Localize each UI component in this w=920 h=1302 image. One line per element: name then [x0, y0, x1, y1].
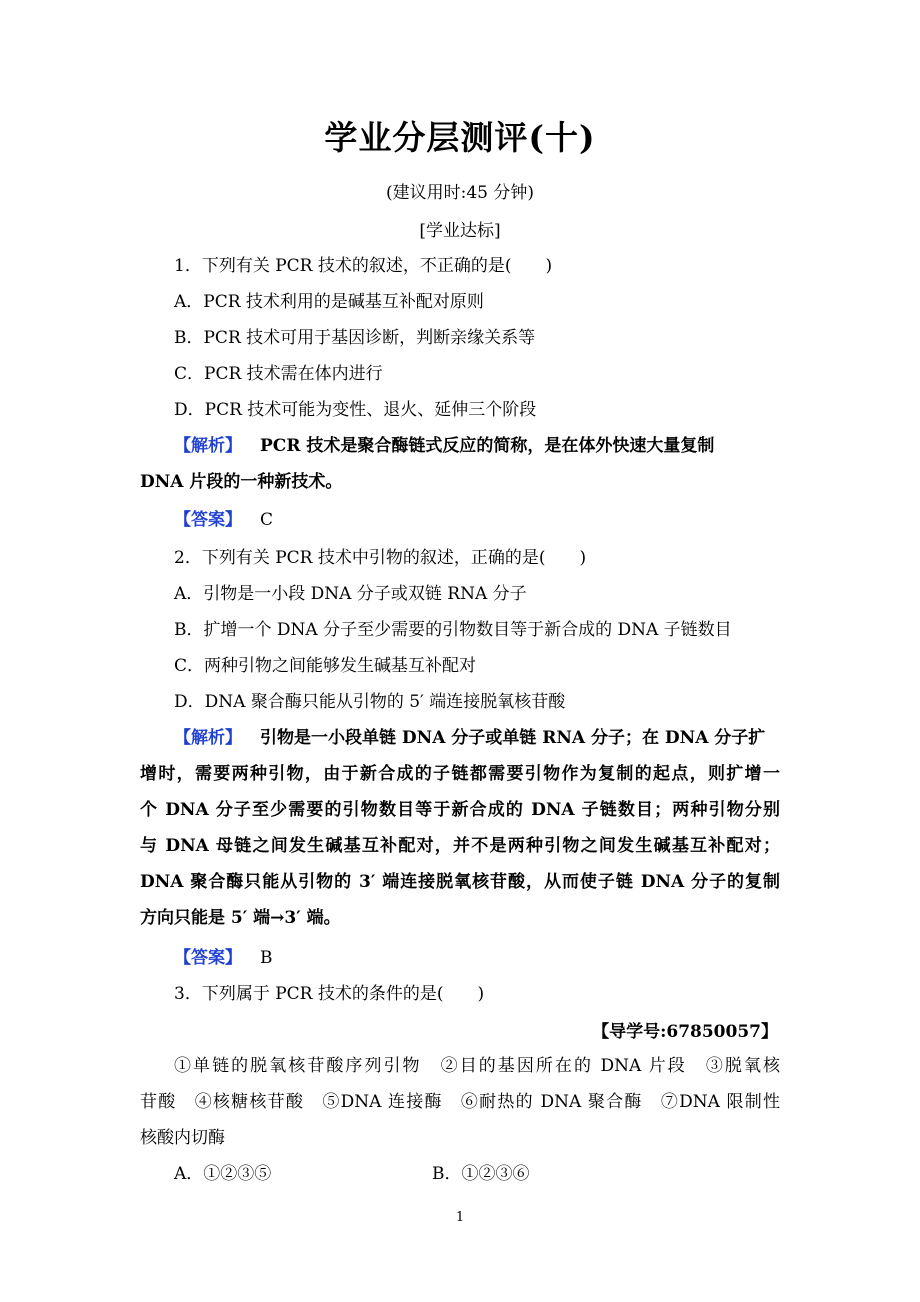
q2-answer-line	[174, 946, 273, 970]
q1-answer-line	[174, 508, 273, 532]
q1-option-b: B．PCR 技术可用于基因诊断，判断亲缘关系等	[174, 328, 536, 348]
q2-option-a: A．引物是一小段 DNA 分子或双链 RNA 分子	[174, 584, 527, 604]
q1-analysis-text: PCR 技术是聚合酶链式反应的简称，是在体外快速大量复制	[260, 436, 715, 456]
q1-analysis-line-2: DNA 片段的一种新技术。	[140, 472, 343, 492]
q3-items-line-3: 核酸内切酶	[140, 1128, 225, 1148]
q1-stem: 1．下列有关 PCR 技术的叙述，不正确的是( )	[174, 256, 553, 276]
q2-analysis-text: 引物是一小段单链 DNA 分子或单链 RNA 分子；在 DNA 分子扩	[260, 728, 766, 748]
section-heading: [学业达标]	[419, 221, 501, 241]
q3-stem: 3．下列属于 PCR 技术的条件的是( )	[174, 984, 485, 1004]
q2-analysis-line-5: DNA 聚合酶只能从引物的 3′ 端连接脱氧核苷酸，从而使子链 DNA 分子的复制	[140, 872, 780, 892]
q3-option-a: A．①②③⑤	[174, 1164, 272, 1184]
q2-analysis-line-2: 增时，需要两种引物，由于新合成的子链都需要引物作为复制的起点，则扩增一	[140, 764, 780, 784]
q2-stem: 2．下列有关 PCR 技术中引物的叙述，正确的是( )	[174, 548, 587, 568]
q1-option-a: A．PCR 技术利用的是碱基互补配对原则	[174, 292, 484, 312]
page-number: 1	[455, 1210, 465, 1225]
guide-number: 【导学号:67850057】	[592, 1022, 778, 1042]
q1-answer: C	[260, 510, 274, 530]
answer-tag: 【答案】	[174, 948, 242, 968]
q1-option-d: D．PCR 技术可能为变性、退火、延伸三个阶段	[174, 400, 537, 420]
time-hint: (建议用时:45 分钟)	[385, 183, 535, 203]
page-title: 学业分层测评(十)	[324, 118, 596, 157]
q2-analysis-line	[174, 726, 765, 750]
q2-option-d: D．DNA 聚合酶只能从引物的 5′ 端连接脱氧核苷酸	[174, 692, 566, 712]
analysis-tag: 【解析】	[174, 436, 242, 456]
q1-analysis-line	[174, 434, 714, 458]
q2-option-b: B．扩增一个 DNA 分子至少需要的引物数目等于新合成的 DNA 子链数目	[174, 620, 732, 640]
answer-tag: 【答案】	[174, 510, 242, 530]
q1-option-c: C．PCR 技术需在体内进行	[174, 364, 383, 384]
q2-analysis-line-3: 个 DNA 分子至少需要的引物数目等于新合成的 DNA 子链数目；两种引物分别	[140, 800, 780, 820]
q2-analysis-line-4: 与 DNA 母链之间发生碱基互补配对，并不是两种引物之间发生碱基互补配对；	[140, 836, 780, 856]
q3-items-line-1: ①单链的脱氧核苷酸序列引物 ②目的基因所在的 DNA 片段 ③脱氧核	[174, 1056, 780, 1076]
q2-option-c: C．两种引物之间能够发生碱基互补配对	[174, 656, 477, 676]
q2-answer: B	[260, 948, 273, 968]
analysis-tag: 【解析】	[174, 728, 242, 748]
q2-analysis-line-6: 方向只能是 5′ 端→3′ 端。	[140, 908, 341, 928]
q3-items-line-2: 苷酸 ④核糖核苷酸 ⑤DNA 连接酶 ⑥耐热的 DNA 聚合酶 ⑦DNA 限制性	[140, 1092, 780, 1112]
q3-option-b: B．①②③⑥	[432, 1164, 530, 1184]
